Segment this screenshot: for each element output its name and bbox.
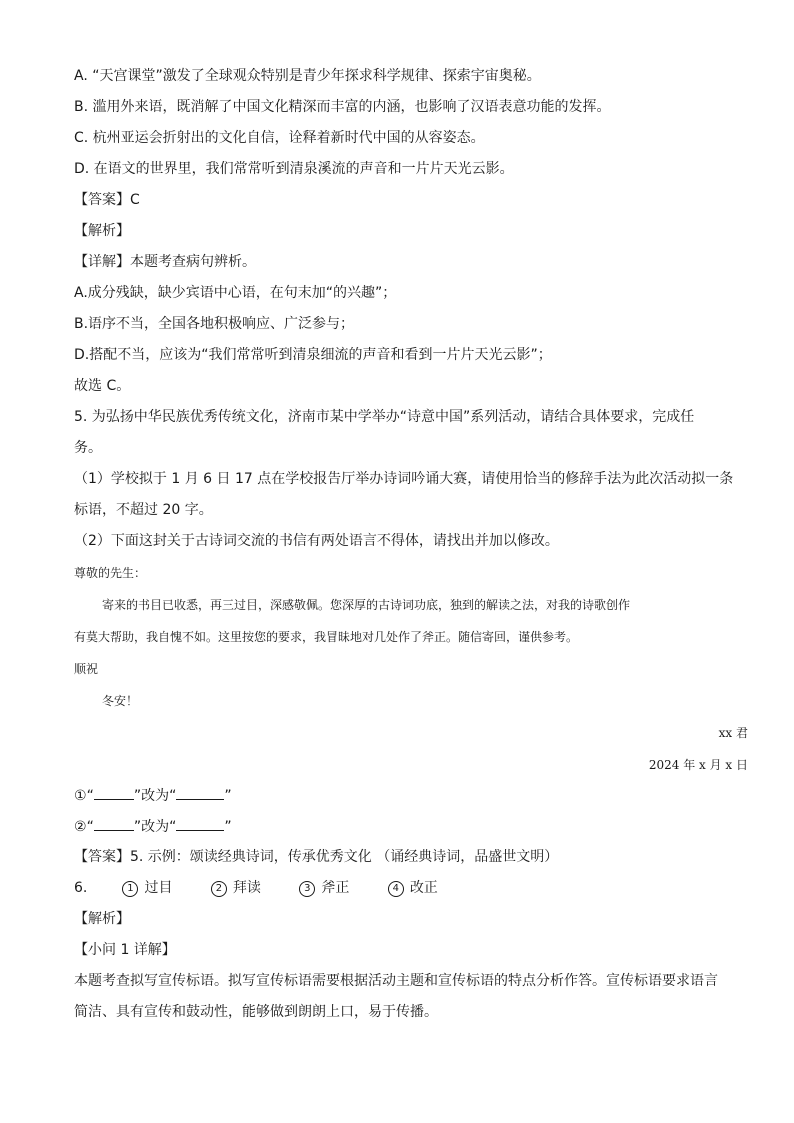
detail-paragraph-1: 本题考查拟写宣传标语。拟写宣传标语需要根据活动主题和宣传标语的特点分析作答。宣传标语要求语言 <box>74 973 718 989</box>
blank-2a <box>94 816 134 831</box>
letter-greeting: 冬安！ <box>102 694 139 708</box>
option-2: 2 拜读 <box>211 878 295 898</box>
explanation-a: A.成分残缺，缺少宾语中心语，在句末加“的兴趣”； <box>74 285 397 301</box>
option-4: 4 改正 <box>388 878 472 898</box>
option-b: B. 滥用外来语，既消解了中国文化精深而丰富的内涵，也影响了汉语表意功能的发挥。 <box>74 99 611 115</box>
subquestion-1-cont: 标语，不超过 20 字。 <box>74 502 213 518</box>
letter-closing: 顺祝 <box>74 662 99 676</box>
letter-body-2: 有莫大帮助，我自愧不如。这里按您的要求，我冒昧地对几处作了斧正。随信寄回，谨供参考。 <box>74 630 579 644</box>
analysis-heading: 【解析】 <box>74 223 130 239</box>
question-6-number: 6. <box>74 880 88 896</box>
option-d: D. 在语文的世界里，我们常常听到清泉溪流的声音和一片片天光云影。 <box>74 161 514 177</box>
circle-number-2: 2 <box>211 881 227 897</box>
subquestion-1-detail-heading: 【小问 1 详解】 <box>74 942 176 958</box>
choice-line: 故选 C。 <box>74 378 131 394</box>
subquestion-2: （2）下面这封关于古诗词交流的书信有两处语言不得体，请找出并加以修改。 <box>74 533 559 549</box>
fill-blank-1: ①“ ”改为“ ” <box>74 785 232 806</box>
explanation-b: B.语序不当，全国各地积极响应、广泛参与； <box>74 316 355 332</box>
option-1: 1 过目 <box>122 878 206 898</box>
fill-blank-2: ②“ ”改为“ ” <box>74 816 232 837</box>
circle-number-1: 1 <box>122 881 138 897</box>
letter-body-1: 寄来的书目已收悉，再三过目，深感敬佩。您深厚的古诗词功底，独到的解读之法，对我的诗歌创作 <box>102 598 631 612</box>
option-c: C. 杭州亚运会折射出的文化自信，诠释着新时代中国的从容姿态。 <box>74 130 485 146</box>
explanation-d: D.搭配不当，应该为“我们常常听到清泉细流的声音和看到一片片天光云影”； <box>74 347 552 363</box>
answer-5: 【答案】5. 示例：颂读经典诗词，传承优秀文化 （诵经典诗词，品盛世文明） <box>74 849 559 865</box>
question-6-options <box>74 878 472 898</box>
analysis-heading-2: 【解析】 <box>74 911 130 927</box>
circle-number-3: 3 <box>299 881 315 897</box>
answer-line: 【答案】C <box>74 192 140 208</box>
option-3: 3 斧正 <box>299 878 383 898</box>
detail-heading: 【详解】本题考查病句辨析。 <box>74 254 256 270</box>
question-5-cont: 务。 <box>74 440 102 456</box>
subquestion-1: （1）学校拟于 1 月 6 日 17 点在学校报告厅举办诗词吟诵大赛，请使用恰当的修辞手法为此次活动拟一条 <box>74 471 734 487</box>
option-a: A. “天宫课堂”激发了全球观众特别是青少年探求科学规律、探索宇宙奥秘。 <box>74 68 541 84</box>
detail-paragraph-2: 简洁、具有宣传和鼓动性，能够做到朗朗上口，易于传播。 <box>74 1004 438 1020</box>
letter-signature: xx 君 <box>718 726 748 740</box>
letter-salutation: 尊敬的先生： <box>74 566 147 580</box>
blank-1a <box>94 785 134 800</box>
question-5: 5. 为弘扬中华民族优秀传统文化，济南市某中学举办“诗意中国”系列活动，请结合具体要求，完成任 <box>74 409 695 425</box>
letter-date: 2024 年 x 月 x 日 <box>648 758 748 772</box>
circle-number-4: 4 <box>388 881 404 897</box>
blank-1b <box>176 785 224 800</box>
blank-2b <box>176 816 224 831</box>
